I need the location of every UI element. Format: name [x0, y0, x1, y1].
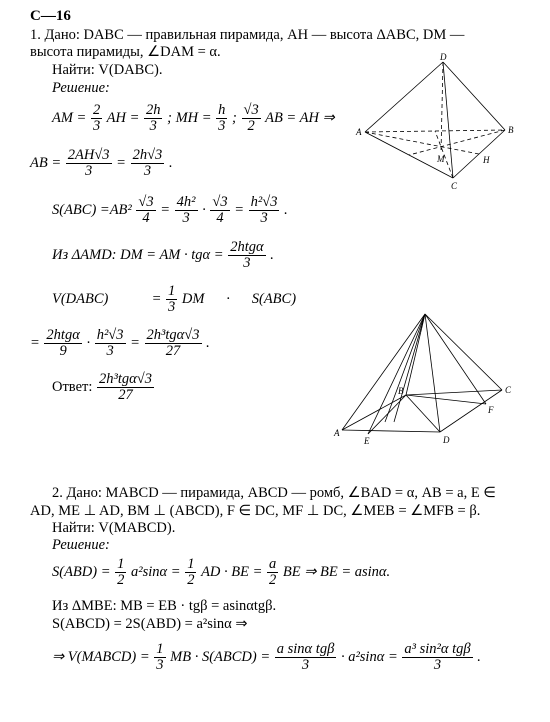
numerator: h [218, 102, 226, 118]
eq-text: AB = AH ⇒ [265, 110, 335, 127]
vertex-label-a: A [356, 127, 362, 137]
fraction [166, 284, 177, 315]
problem2-find: Найти: V(MABCD). [52, 520, 176, 536]
fraction [131, 148, 165, 179]
eq-text: . [168, 155, 173, 172]
problem1-solution-label: Решение: [52, 80, 110, 96]
eq-text: = [151, 291, 162, 308]
numerator: a [269, 556, 277, 572]
denominator: 27 [118, 387, 133, 404]
denominator: 3 [92, 118, 101, 135]
denominator: 3 [143, 163, 152, 180]
median-b [409, 130, 505, 155]
numerator: 2h√3 [132, 147, 163, 163]
numerator: 2h³tgα√3 [146, 327, 200, 343]
eq-text: = [160, 202, 171, 219]
edge-mc [425, 314, 502, 390]
edge-bc [453, 130, 505, 178]
eq-text: . [270, 247, 274, 264]
numerator: 2h³tgα√3 [99, 371, 152, 387]
numerator: √3 [212, 194, 228, 210]
apothem-mf [425, 314, 486, 404]
eq-text: · a²sinα = [340, 649, 398, 666]
numerator: 4h² [176, 194, 196, 210]
eq-text: AM = [52, 110, 87, 127]
problem1-eq1 [52, 103, 335, 134]
problem2-given-line2: AD, ME ⊥ AD, BM ⊥ (ABCD), F ∈ DC, MF ⊥ DC, ∠MEB = ∠MFB = β. [30, 503, 481, 519]
fraction [136, 195, 155, 226]
eq-text: a²sinα = [131, 564, 181, 581]
eq-text: = [30, 335, 40, 352]
numerator: a³ sin²α tgβ [404, 641, 471, 657]
numerator: 2AH√3 [67, 147, 110, 163]
fraction [97, 372, 154, 403]
fraction [275, 642, 337, 673]
fraction [95, 328, 126, 359]
point-label-m: M [437, 154, 445, 164]
denominator: 2 [117, 572, 125, 589]
fraction [66, 148, 112, 179]
eq-text: = [234, 202, 245, 219]
eq-text: ; [232, 110, 237, 127]
vertex-label-c: C [451, 181, 458, 191]
segment-bf [406, 395, 486, 404]
point-label-f: F [488, 405, 494, 415]
vertex-label-d: D [443, 435, 450, 445]
eq-text: . [206, 335, 210, 352]
edge-db [443, 62, 505, 130]
eq-text: V(DABC) [52, 291, 109, 308]
denominator: 3 [106, 343, 114, 360]
edge-line [385, 314, 425, 422]
problem1-find: Найти: V(DABC). [52, 62, 163, 78]
denominator: 3 [301, 657, 310, 674]
eq-text: AB = [30, 155, 62, 172]
eq-text: = [116, 155, 126, 172]
eq-text: ; MH = [167, 110, 212, 127]
numerator: 1 [117, 556, 125, 572]
fraction [267, 557, 278, 588]
denominator: 4 [142, 210, 150, 227]
denominator: 3 [168, 299, 176, 316]
eq-text: DM [181, 291, 205, 308]
numerator: h²√3 [96, 327, 124, 343]
problem1-eq5 [52, 284, 296, 315]
numerator: a sinα tgβ [276, 641, 335, 657]
vertex-label-b: B [398, 386, 404, 396]
segment-be [368, 395, 406, 434]
denominator: 3 [149, 118, 157, 135]
denominator: 2 [187, 572, 195, 589]
apothem-me [368, 314, 425, 434]
eq-text: S(ABC) [251, 291, 297, 308]
denominator: 3 [85, 163, 93, 180]
problem1-eq2 [30, 148, 173, 179]
denominator: 3 [433, 657, 442, 674]
fraction [145, 328, 202, 359]
fraction [91, 103, 102, 134]
edge-bc [406, 390, 502, 395]
problem2-eq3: S(ABCD) = 2S(ABD) = a²sinα ⇒ [52, 616, 248, 632]
denominator: 27 [165, 343, 181, 360]
denominator: 3 [182, 210, 190, 227]
page-title: С—16 [30, 8, 71, 24]
problem2-eq2: Из ΔMBE: MB = EB · tgβ = asinαtgβ. [52, 598, 277, 614]
fraction [216, 103, 227, 134]
fraction [185, 557, 196, 588]
numerator: 1 [168, 283, 176, 299]
numerator: √3 [243, 102, 259, 118]
eq-text: · [226, 291, 230, 308]
numerator: √3 [138, 194, 154, 210]
fraction [175, 195, 198, 226]
problem1-given-line1: 1. Дано: DABC — правильная пирамида, AH — высота ΔABC, DM — [30, 27, 465, 43]
numerator: 2 [92, 102, 101, 118]
edge-ma [342, 314, 425, 430]
eq-text: Из ΔAMD: DM = AM · tgα = [52, 247, 224, 264]
fraction [228, 240, 265, 271]
eq-text: . [284, 202, 288, 219]
fraction [402, 642, 472, 673]
fraction [154, 642, 165, 673]
fraction [249, 195, 280, 226]
denominator: 3 [243, 255, 251, 272]
vertex-label-a: A [334, 428, 340, 438]
vertex-label-d: D [440, 52, 447, 62]
problem1-answer [52, 372, 155, 403]
eq-text: AH = [106, 110, 140, 127]
height-dm [441, 62, 443, 152]
eq-text: = [130, 335, 140, 352]
eq-text: . [477, 649, 481, 666]
denominator: 3 [218, 118, 226, 135]
numerator: h²√3 [250, 194, 278, 210]
fraction [210, 195, 229, 226]
problem2-eq1 [52, 557, 390, 588]
edge-mb [406, 314, 425, 395]
numerator: 1 [156, 641, 164, 657]
eq-text: ⇒ V(MABCD) = [52, 649, 150, 666]
numerator: 2htgα [46, 327, 80, 343]
numerator: 2htgα [230, 239, 264, 255]
pyramid-dabc-figure [355, 50, 535, 200]
denominator: 2 [269, 572, 277, 589]
eq-text: S(ABD) = [52, 564, 111, 581]
fraction [115, 557, 126, 588]
denominator: 2 [247, 118, 255, 135]
diagonal-bd [406, 395, 440, 432]
eq-text: AD · BE = [201, 564, 263, 581]
problem1-eq3 [52, 195, 288, 226]
problem1-eq4 [52, 240, 274, 271]
point-label-h: H [483, 155, 490, 165]
vertex-label-c: C [505, 385, 512, 395]
denominator: 3 [260, 210, 268, 227]
edge-da [365, 62, 443, 132]
eq-text: MB · S(ABCD) = [170, 649, 271, 666]
edge-dc [443, 62, 453, 178]
median-ah [365, 132, 479, 154]
numerator: 2h [145, 102, 161, 118]
answer-label: Ответ: [52, 379, 93, 396]
point-label-e: E [364, 436, 370, 446]
eq-text: S(ABC) =AB² [52, 202, 132, 219]
problem1-eq6 [30, 328, 210, 359]
eq-text: · [86, 335, 91, 352]
eq-text: · [202, 202, 206, 219]
edge-md [425, 314, 440, 432]
vertex-label-b: B [508, 125, 514, 135]
edge-ad [342, 430, 440, 432]
numerator: 1 [187, 556, 195, 572]
denominator: 9 [59, 343, 67, 360]
fraction [44, 328, 81, 359]
fraction [242, 103, 261, 134]
problem2-given-line1: 2. Дано: MABCD — пирамида, ABCD — ромб, ∠BAD = α, AB = a, E ∈ [52, 485, 496, 501]
eq-text: BE ⇒ BE = asinα. [282, 564, 391, 581]
pyramid-mabcd-figure [330, 310, 530, 450]
fraction [144, 103, 163, 134]
problem2-solution-label: Решение: [52, 537, 110, 553]
edge-line [394, 314, 425, 422]
denominator: 3 [156, 657, 164, 674]
denominator: 4 [216, 210, 224, 227]
problem1-given-line2: высота пирамиды, ∠DAM = α. [30, 44, 221, 60]
problem2-eq4 [52, 642, 481, 673]
